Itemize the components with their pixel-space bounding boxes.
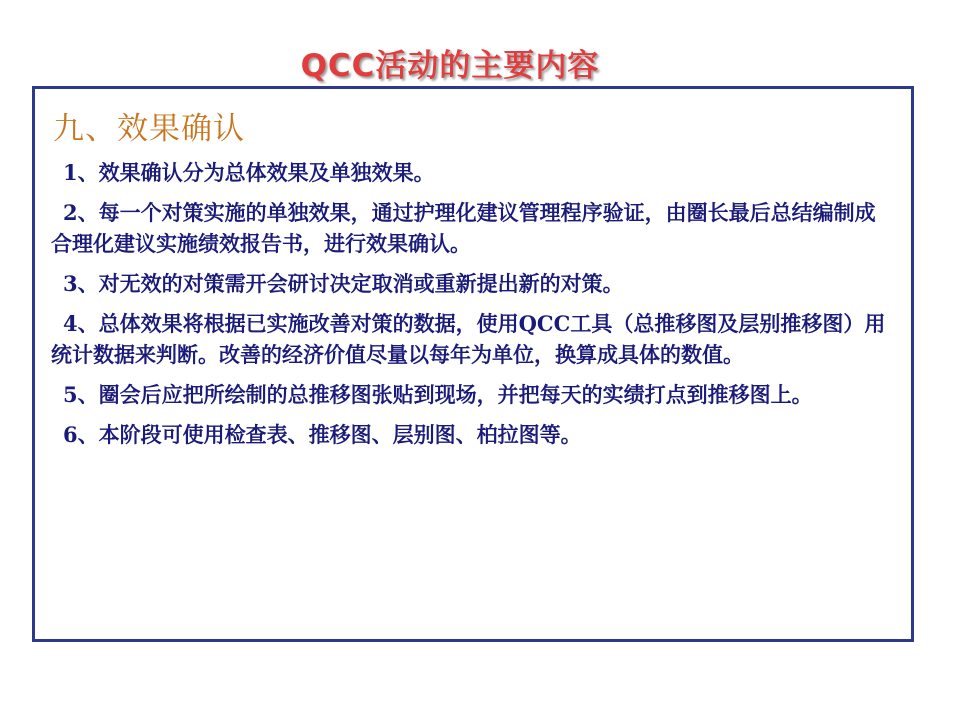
list-item: 4、总体效果将根据已实施改善对策的数据，使用QCC工具（总推移图及层别推移图）用统计数据来判断。改善的经济价值尽量以每年为单位，换算成具体的数值。: [51, 311, 886, 367]
section-heading: 九、效果确认: [53, 111, 245, 147]
item-list: [51, 157, 889, 459]
content-box: [32, 86, 914, 642]
list-item: 6、本阶段可使用检查表、推移图、层别图、柏拉图等。: [63, 422, 582, 447]
list-item: 2、每一个对策实施的单独效果，通过护理化建议管理程序验证，由圈长最后总结编制成合理化建议实施绩效报告书，进行效果确认。: [51, 200, 876, 256]
list-item: 3、对无效的对策需开会研讨决定取消或重新提出新的对策。: [63, 271, 624, 296]
list-item: 5、圈会后应把所绘制的总推移图张贴到现场，并把每天的实绩打点到推移图上。: [63, 382, 813, 407]
slide-title: QCC活动的主要内容: [300, 48, 600, 84]
list-item: 1、效果确认分为总体效果及单独效果。: [63, 160, 435, 185]
